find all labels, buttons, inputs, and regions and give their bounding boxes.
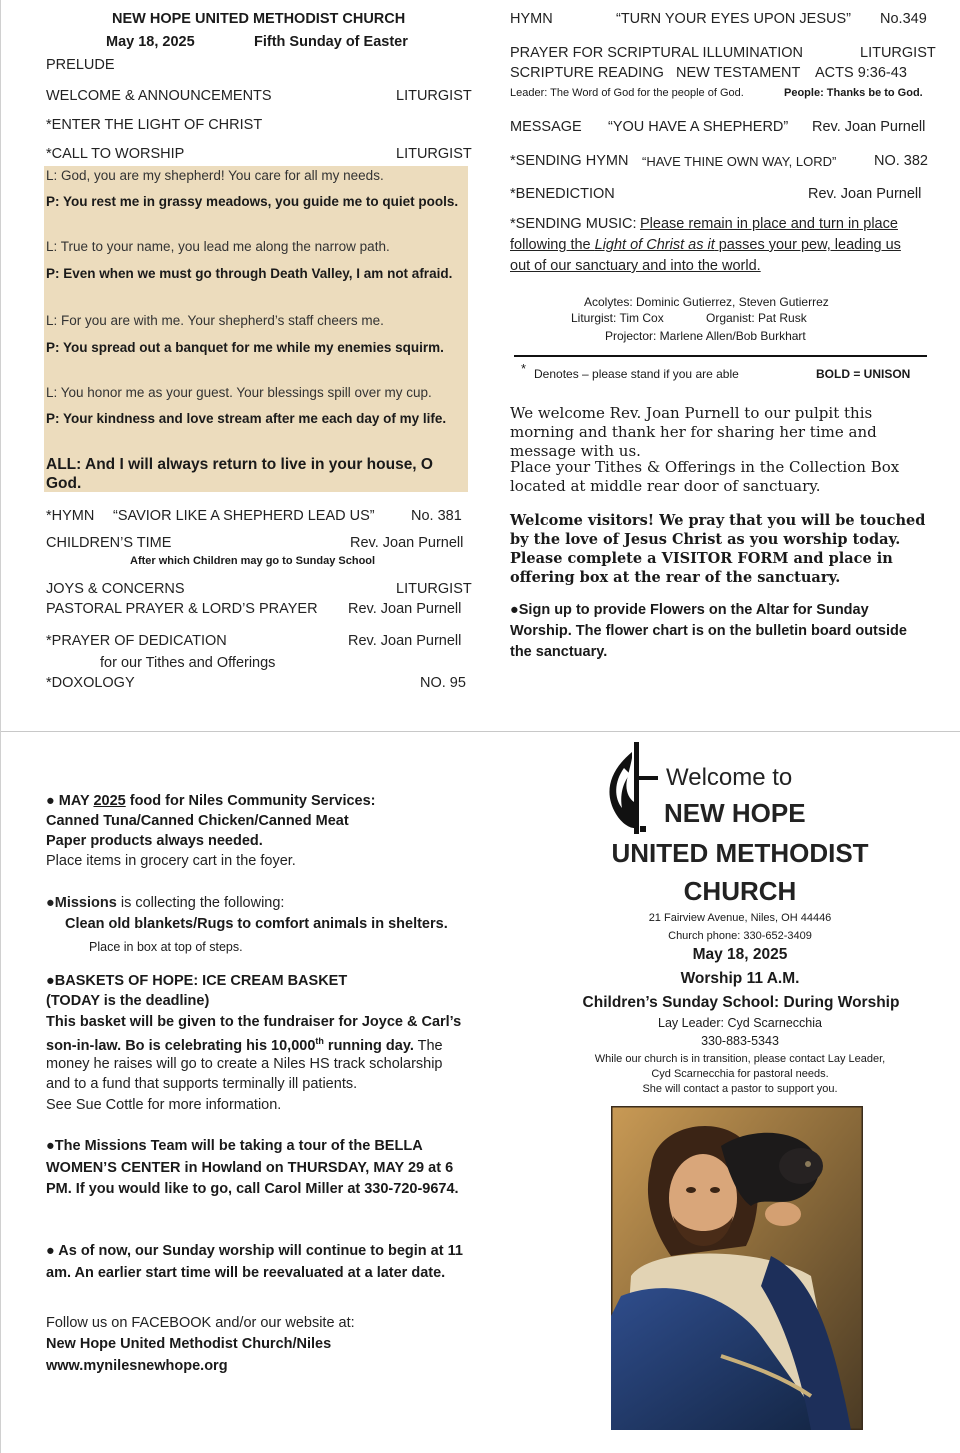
food-drive-paper: Paper products always needed.	[46, 833, 263, 849]
hymn2-label: HYMN	[510, 11, 553, 27]
illumination-leader: LITURGIST	[860, 45, 936, 61]
message-title: “YOU HAVE A SHEPHERD”	[608, 119, 789, 135]
litany-line: L: God, you are my shepherd! You care for all my needs.	[46, 168, 384, 183]
joys-concerns: JOYS & CONCERNS	[46, 581, 185, 597]
pastoral-leader: Rev. Joan Purnell	[348, 601, 462, 617]
cover-name-line2: UNITED METHODIST	[611, 838, 869, 868]
hymn-title: “SAVIOR LIKE A SHEPHERD LEAD US”	[113, 508, 375, 524]
liturgical-sunday: Fifth Sunday of Easter	[254, 34, 408, 50]
missions-place: Place in box at top of steps.	[89, 940, 243, 954]
food-drive-place: Place items in grocery cart in the foyer.	[46, 853, 296, 869]
facebook-link[interactable]: New Hope United Methodist Church/Niles	[46, 1336, 332, 1352]
dedication-leader: Rev. Joan Purnell	[348, 633, 462, 649]
pastoral-prayer: PASTORAL PRAYER & LORD’S PRAYER	[46, 601, 318, 617]
sending-hymn-title: “HAVE THINE OWN WAY, LORD”	[642, 154, 837, 169]
good-shepherd-painting	[611, 1106, 863, 1430]
page-edge	[0, 0, 1, 1453]
baskets-line: money he raises will go to create a Niles HS track scholarship	[46, 1056, 443, 1072]
tithes-notice: Place your Tithes & Offerings in the Collection Box located at middle rear door of sanctuary.	[510, 458, 900, 495]
projector-credit: Projector: Marlene Allen/Bob Burkhart	[605, 329, 806, 343]
hymn2-title: “TURN YOUR EYES UPON JESUS”	[616, 11, 851, 27]
baskets-line: son-in-law. Bo is celebrating his 10,000th running day. The	[46, 1036, 443, 1054]
sunday-school-time: Children’s Sunday School: During Worship	[582, 994, 900, 1011]
cross-and-flame-icon	[604, 742, 662, 838]
asterisk-marker: *	[521, 361, 527, 376]
worship-time: Worship 11 A.M.	[680, 970, 800, 987]
message-preacher: Rev. Joan Purnell	[812, 119, 926, 135]
people-response: People: Thanks be to God.	[784, 87, 923, 99]
benediction: *BENEDICTION	[510, 186, 615, 202]
baskets-deadline: (TODAY is the deadline)	[46, 993, 210, 1009]
church-address: 21 Fairview Avenue, Niles, OH 44446	[648, 912, 832, 924]
baskets-contact: See Sue Cottle for more information.	[46, 1097, 282, 1113]
visitors-notice: Welcome visitors! We pray that you will be touched by the love of Jesus Christ as you worship today. Please complete a VISITOR FORM and place in offering box at the rear of the sanctuary.	[510, 512, 926, 586]
service-date: May 18, 2025	[106, 34, 195, 50]
hymn-label: *HYMN	[46, 508, 95, 524]
stand-note: Denotes – please stand if you are able	[534, 367, 739, 381]
lay-leader-phone: 330-883-5343	[701, 1034, 779, 1048]
fold-line	[0, 731, 960, 732]
food-drive-heading: ● MAY 2025 food for Niles Community Services:	[46, 793, 376, 809]
call-to-worship: *CALL TO WORSHIP	[46, 146, 185, 162]
litany-line: L: For you are with me. Your shepherd’s staff cheers me.	[46, 313, 384, 328]
church-heading: NEW HOPE UNITED METHODIST CHURCH	[112, 11, 406, 27]
message: MESSAGE	[510, 119, 582, 135]
sending-music-label: *SENDING MUSIC:	[510, 216, 637, 232]
doxology: *DOXOLOGY	[46, 675, 135, 691]
prayer-illumination: PRAYER FOR SCRIPTURAL ILLUMINATION	[510, 45, 803, 61]
food-drive-items: Canned Tuna/Canned Chicken/Canned Meat	[46, 813, 349, 829]
prelude: PRELUDE	[46, 57, 115, 73]
website-link[interactable]: www.mynilesnewhope.org	[46, 1358, 228, 1374]
flowers-notice: ●Sign up to provide Flowers on the Altar for Sunday Worship. The flower chart is on the bulletin board outside the sanctuary.	[510, 602, 907, 660]
lay-leader: Lay Leader: Cyd Scarnecchia	[658, 1016, 822, 1030]
cover-date: May 18, 2025	[692, 946, 788, 963]
hymn-number: No. 381	[411, 508, 462, 524]
litany-line: P: Your kindness and love stream after me each day of my life.	[46, 411, 447, 426]
sending-music-line2: following the Light of Christ as it passes your pew, leading us	[510, 237, 901, 253]
transition-note: Cyd Scarnecchia for pastoral needs.	[651, 1068, 829, 1080]
litany-all: ALL: And I will always return to live in your house, O God.	[46, 456, 433, 492]
litany-line: P: Even when we must go through Death Valley, I am not afraid.	[46, 266, 453, 281]
litany-line: P: You rest me in grassy meadows, you guide me to quiet pools.	[46, 194, 459, 209]
dedication-sub: for our Tithes and Offerings	[100, 655, 276, 671]
call-leader: LITURGIST	[396, 146, 472, 162]
prayer-dedication: *PRAYER OF DEDICATION	[46, 633, 227, 649]
scripture-passage: ACTS 9:36-43	[815, 65, 907, 81]
church-phone: Church phone: 330-652-3409	[668, 930, 812, 942]
worship-time-notice: ● As of now, our Sunday worship will continue to begin at 11 am. An earlier start time will be reevaluated at a later date.	[46, 1243, 463, 1281]
benediction-leader: Rev. Joan Purnell	[808, 186, 922, 202]
sending-music-line3: out of our sanctuary and into the world.	[510, 258, 761, 274]
credits-divider	[514, 355, 927, 357]
childrens-note: After which Children may go to Sunday School	[130, 555, 376, 567]
scripture-reading: SCRIPTURE READING	[510, 65, 664, 81]
litany-line: L: True to your name, you lead me along the narrow path.	[46, 239, 390, 254]
joys-leader: LITURGIST	[396, 581, 472, 597]
litany-line: P: You spread out a banquet for me while my enemies squirm.	[46, 340, 444, 355]
welcome-leader: LITURGIST	[396, 88, 472, 104]
childrens-time: CHILDREN’S TIME	[46, 535, 172, 551]
new-testament: NEW TESTAMENT	[676, 65, 801, 81]
hymn2-number: No.349	[880, 11, 927, 27]
enter-light: *ENTER THE LIGHT OF CHRIST	[46, 117, 263, 133]
cover-name-line1: NEW HOPE	[664, 798, 806, 828]
transition-note: While our church is in transition, please contact Lay Leader,	[594, 1053, 886, 1065]
sending-hymn: *SENDING HYMN	[510, 153, 629, 169]
baskets-line: and to a fund that supports terminally ill patients.	[46, 1076, 358, 1092]
acolytes: Acolytes: Dominic Gutierrez, Steven Gutierrez	[584, 295, 829, 309]
missions-items: Clean old blankets/Rugs to comfort animals in shelters.	[65, 916, 448, 932]
sending-music-text: Please remain in place and turn in place	[640, 216, 898, 232]
childrens-time-leader: Rev. Joan Purnell	[350, 535, 464, 551]
liturgist-credit: Liturgist: Tim Cox	[571, 311, 664, 325]
organist-credit: Organist: Pat Rusk	[706, 311, 807, 325]
welcome-to: Welcome to	[666, 764, 793, 791]
welcome-pastor-notice: We welcome Rev. Joan Purnell to our pulpit this morning and thank her for sharing her time and message with us.	[510, 404, 877, 460]
litany-line: L: You honor me as your guest. Your blessings spill over my cup.	[46, 385, 432, 400]
doxology-number: NO. 95	[420, 675, 466, 691]
unison-note: BOLD = UNISON	[816, 367, 911, 381]
leader-response: Leader: The Word of God for the people of God.	[510, 87, 744, 99]
sending-hymn-number: NO. 382	[874, 153, 928, 169]
welcome-announcements: WELCOME & ANNOUNCEMENTS	[46, 88, 272, 104]
cover-name-line3: CHURCH	[683, 876, 797, 906]
call-to-worship-litany	[44, 166, 468, 492]
follow-us: Follow us on FACEBOOK and/or our website at:	[46, 1315, 355, 1331]
baskets-heading: ●BASKETS OF HOPE: ICE CREAM BASKET	[46, 973, 348, 989]
baskets-line: This basket will be given to the fundraiser for Joyce & Carl’s	[46, 1014, 462, 1030]
tour-notice: ●The Missions Team will be taking a tour of the BELLA WOMEN’S CENTER in Howland on THURSDAY, MAY 29 at 6 PM. If you would like to go, call Carol Miller at 330-720-9674.	[46, 1138, 459, 1197]
missions-heading: ●Missions is collecting the following:	[46, 895, 285, 911]
transition-note: She will contact a pastor to support you.	[642, 1083, 838, 1095]
